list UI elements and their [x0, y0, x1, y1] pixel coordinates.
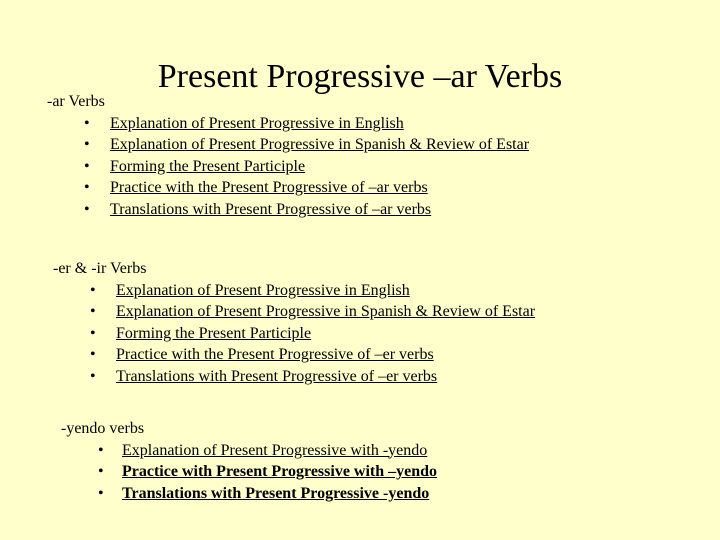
section-ar-verbs [47, 91, 529, 220]
list-item [90, 366, 535, 388]
link-er-explanation-english[interactable]: Explanation of Present Progressive in English [116, 281, 410, 299]
link-list-yendo [98, 440, 437, 505]
link-ar-forming-participle[interactable]: Forming the Present Participle [110, 157, 306, 175]
bullet-icon: • [90, 367, 96, 385]
bullet-icon: • [90, 324, 96, 342]
bullet-icon: • [98, 441, 104, 459]
list-item [84, 134, 529, 156]
link-list-er-ir [90, 280, 535, 388]
bullet-icon: • [98, 484, 104, 502]
bullet-icon: • [90, 303, 96, 320]
bullet-icon: • [90, 281, 96, 299]
slide-title-text: Present Progressive –ar Verbs [157, 58, 563, 95]
bullet-icon: • [98, 463, 104, 480]
link-er-translations[interactable]: Translations with Present Progressive of –er verbs [116, 367, 438, 385]
link-er-practice[interactable]: Practice with the Present Progressive of –er verbs [116, 346, 434, 363]
list-item [90, 344, 535, 366]
list-item [84, 156, 529, 178]
link-ar-explanation-spanish[interactable]: Explanation of Present Progressive in Spanish & Review of Estar [110, 136, 530, 153]
link-ar-practice[interactable]: Practice with the Present Progressive of –ar verbs [110, 179, 428, 196]
section-heading-yendo: -yendo verbs [61, 420, 145, 437]
list-item [98, 461, 437, 483]
link-list-ar [84, 113, 529, 221]
link-ar-translations[interactable]: Translations with Present Progressive of –ar verbs [110, 200, 432, 218]
bullet-icon: • [84, 157, 90, 175]
link-yendo-translations[interactable]: Translations with Present Progressive -yendo [122, 484, 430, 502]
list-item [98, 440, 437, 462]
bullet-icon: • [84, 200, 90, 218]
list-item [84, 113, 529, 135]
list-item [84, 177, 529, 199]
bullet-icon: • [84, 136, 90, 153]
list-item [90, 280, 535, 302]
list-item [98, 483, 437, 505]
list-item [84, 199, 529, 221]
section-heading-er-ir: -er & -ir Verbs [53, 260, 147, 277]
link-yendo-practice[interactable]: Practice with Present Progressive with –yendo [122, 463, 438, 480]
list-item [90, 301, 535, 323]
list-item [90, 323, 535, 345]
link-yendo-explanation[interactable]: Explanation of Present Progressive with -yendo [122, 441, 428, 459]
link-er-forming-participle[interactable]: Forming the Present Participle [116, 324, 312, 342]
section-yendo-verbs [61, 418, 437, 504]
link-ar-explanation-english[interactable]: Explanation of Present Progressive in English [110, 114, 404, 132]
link-er-explanation-spanish[interactable]: Explanation of Present Progressive in Spanish & Review of Estar [116, 303, 536, 320]
bullet-icon: • [90, 346, 96, 363]
section-heading-ar: -ar Verbs [47, 93, 105, 110]
bullet-icon: • [84, 114, 90, 132]
section-er-ir-verbs [53, 258, 535, 387]
bullet-icon: • [84, 179, 90, 196]
